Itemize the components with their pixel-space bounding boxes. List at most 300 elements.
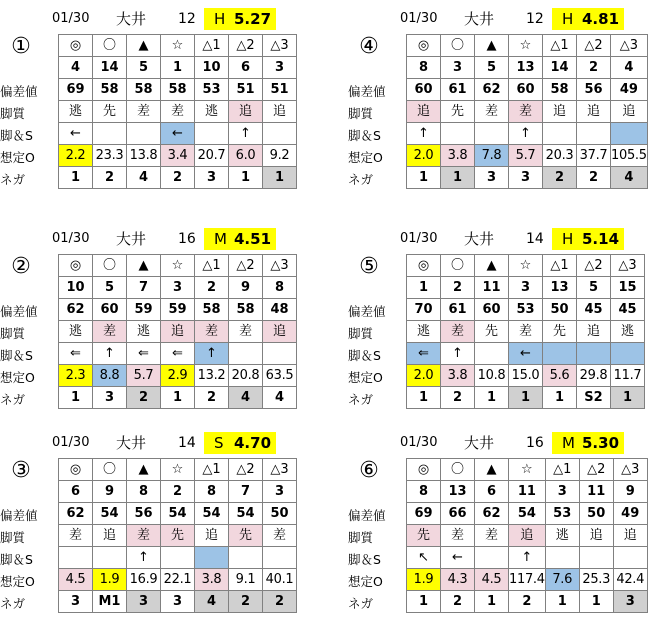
style-cell: 追 (263, 101, 297, 123)
deviation-cell: 69 (59, 79, 93, 101)
nega-cell: 1 (543, 387, 577, 409)
horse-number-cell: 8 (407, 481, 441, 503)
odds-cell: 23.3 (93, 145, 127, 167)
nega-cell: 2 (229, 591, 263, 613)
style-cell: 先 (161, 525, 195, 547)
style-cell: 先 (475, 321, 509, 343)
style-cell: 差 (475, 101, 509, 123)
grid-row (59, 387, 297, 409)
row-label: 偏差値 (348, 508, 386, 523)
row-label: 脚＆S (348, 128, 381, 143)
row-label: ネガ (0, 392, 26, 407)
race-venue: 大井 (464, 434, 495, 452)
nega-cell: 4 (127, 167, 161, 189)
grid-row (407, 343, 645, 365)
race-index: ⑤ (359, 254, 379, 279)
pace-cell: ↑ (93, 343, 127, 365)
odds-cell: 5.6 (543, 365, 577, 387)
horse-number-cell: 13 (509, 57, 543, 79)
pace-cell (195, 547, 229, 569)
horse-number-cell: 7 (127, 277, 161, 299)
horse-number-cell: 6 (59, 481, 93, 503)
pace-cell (195, 123, 229, 145)
horse-number-cell: 5 (577, 277, 611, 299)
pace-cell: ← (509, 343, 543, 365)
odds-cell: 9.2 (263, 145, 297, 167)
horse-number-cell: 11 (579, 481, 613, 503)
race-header (348, 6, 672, 30)
deviation-cell: 53 (195, 79, 229, 101)
pace-cell (127, 123, 161, 145)
nega-cell: S2 (577, 387, 611, 409)
style-cell: 差 (441, 525, 475, 547)
pace-cell (263, 123, 297, 145)
odds-cell: 6.0 (229, 145, 263, 167)
race-venue: 大井 (116, 434, 147, 452)
horse-number-cell: 9 (93, 481, 127, 503)
odds-cell: 16.9 (127, 569, 161, 591)
style-cell: 追 (613, 525, 647, 547)
horse-number-cell: 9 (613, 481, 647, 503)
pace-cell (543, 123, 577, 145)
grid-row (59, 365, 297, 387)
grid-row (407, 35, 648, 57)
style-cell: 逃 (611, 321, 645, 343)
odds-cell: 105.5 (611, 145, 648, 167)
pace-cell: ⇐ (59, 343, 93, 365)
race-grid (406, 34, 648, 189)
grid-row (407, 365, 645, 387)
pace-cell (613, 547, 647, 569)
deviation-cell: 49 (611, 79, 648, 101)
deviation-cell: 58 (93, 79, 127, 101)
grid-row (407, 79, 648, 101)
odds-cell: 11.7 (611, 365, 645, 387)
race-index: ⑥ (359, 458, 379, 483)
grid-row (59, 79, 297, 101)
pace-cell (577, 343, 611, 365)
deviation-cell: 59 (127, 299, 161, 321)
deviation-cell: 50 (543, 299, 577, 321)
mark-cell: △1 (545, 459, 579, 481)
deviation-cell: 60 (509, 79, 543, 101)
nega-cell: 2 (195, 387, 229, 409)
grid-row (407, 459, 648, 481)
style-cell: 逃 (59, 101, 93, 123)
style-cell: 逃 (545, 525, 579, 547)
deviation-cell: 58 (229, 299, 263, 321)
pace-cell: ↑ (509, 123, 543, 145)
deviation-cell: 53 (509, 299, 543, 321)
row-label: 想定O (348, 150, 383, 165)
style-cell: 差 (161, 101, 195, 123)
nega-cell: 2 (577, 167, 611, 189)
odds-cell: 1.9 (93, 569, 127, 591)
odds-cell: 2.3 (59, 365, 93, 387)
race-index: ② (11, 254, 31, 279)
deviation-cell: 58 (195, 299, 229, 321)
style-cell: 追 (543, 101, 577, 123)
nega-cell: 3 (613, 591, 647, 613)
mark-cell: 〇 (441, 255, 475, 277)
deviation-cell: 54 (161, 503, 195, 525)
odds-cell: 13.2 (195, 365, 229, 387)
style-cell: 差 (59, 525, 93, 547)
horse-number-cell: 1 (407, 277, 441, 299)
pace-cell: ↑ (441, 343, 475, 365)
grid-row (407, 277, 645, 299)
grid-row (59, 503, 297, 525)
race-grid (58, 458, 297, 613)
horse-number-cell: 8 (263, 277, 297, 299)
pace-cell (577, 123, 611, 145)
horse-number-cell: 3 (161, 277, 195, 299)
race-date: 01/30 (52, 231, 90, 246)
grid-row (407, 387, 645, 409)
race-date: 01/30 (400, 231, 438, 246)
odds-cell: 5.7 (509, 145, 543, 167)
grid-row (59, 321, 297, 343)
style-cell: 追 (611, 101, 648, 123)
race-date: 01/30 (400, 11, 438, 26)
odds-cell: 2.0 (407, 145, 441, 167)
deviation-cell: 60 (407, 79, 441, 101)
pace-cell: ⇐ (161, 343, 195, 365)
race-grade: S (214, 434, 224, 452)
horse-number-cell: 14 (543, 57, 577, 79)
row-label: 偏差値 (348, 304, 386, 319)
mark-cell: ◎ (59, 459, 93, 481)
row-label: 偏差値 (0, 84, 38, 99)
pace-cell (545, 547, 579, 569)
style-cell: 差 (127, 101, 161, 123)
deviation-cell: 51 (263, 79, 297, 101)
mark-cell: △1 (543, 255, 577, 277)
pace-cell (611, 123, 648, 145)
nega-cell: 2 (441, 387, 475, 409)
pace-cell (229, 547, 263, 569)
horse-number-cell: 9 (229, 277, 263, 299)
grid-row (407, 167, 648, 189)
mark-cell: ☆ (161, 35, 195, 57)
odds-cell: 2.2 (59, 145, 93, 167)
horse-number-cell: 11 (475, 277, 509, 299)
odds-cell: 2.9 (161, 365, 195, 387)
deviation-cell: 51 (229, 79, 263, 101)
grid-row (407, 525, 648, 547)
row-label: 脚質 (348, 530, 374, 545)
pace-cell: ↑ (229, 123, 263, 145)
race-header (348, 430, 672, 454)
style-cell: 逃 (407, 321, 441, 343)
horse-number-cell: 2 (161, 481, 195, 503)
race-number: 14 (526, 231, 544, 247)
deviation-cell: 62 (475, 503, 509, 525)
deviation-cell: 49 (613, 503, 647, 525)
style-cell: 先 (93, 101, 127, 123)
grid-row (407, 299, 645, 321)
mark-cell: △2 (577, 35, 611, 57)
race-header (348, 226, 672, 250)
grid-row (59, 145, 297, 167)
deviation-cell: 62 (475, 79, 509, 101)
deviation-cell: 45 (577, 299, 611, 321)
style-cell: 差 (263, 525, 297, 547)
race-date: 01/30 (52, 11, 90, 26)
horse-number-cell: 7 (229, 481, 263, 503)
race-header (0, 430, 330, 454)
deviation-cell: 50 (579, 503, 613, 525)
race-block (0, 430, 330, 635)
row-label: 脚質 (348, 106, 374, 121)
style-cell: 追 (509, 525, 546, 547)
row-label: 脚＆S (348, 348, 381, 363)
horse-number-cell: 2 (195, 277, 229, 299)
odds-cell: 7.6 (545, 569, 579, 591)
nega-cell: 4 (263, 387, 297, 409)
style-cell: 差 (127, 525, 161, 547)
nega-cell: 1 (579, 591, 613, 613)
deviation-cell: 62 (59, 503, 93, 525)
deviation-cell: 61 (441, 79, 475, 101)
deviation-cell: 56 (127, 503, 161, 525)
deviation-cell: 62 (59, 299, 93, 321)
pace-cell (475, 547, 509, 569)
odds-cell: 40.1 (263, 569, 297, 591)
row-label: 脚質 (0, 326, 26, 341)
grid-row (59, 277, 297, 299)
odds-cell: 3.4 (161, 145, 195, 167)
race-score: 5.27 (234, 10, 272, 28)
horse-number-cell: 15 (611, 277, 645, 299)
odds-cell: 10.8 (475, 365, 509, 387)
grid-row (59, 123, 297, 145)
race-index: ① (11, 34, 31, 59)
mark-cell: ☆ (161, 255, 195, 277)
race-grid (58, 254, 297, 409)
style-cell: 追 (263, 321, 297, 343)
pace-cell (59, 547, 93, 569)
odds-cell: 3.8 (441, 145, 475, 167)
pace-cell (543, 343, 577, 365)
mark-cell: △2 (577, 255, 611, 277)
pace-cell (611, 343, 645, 365)
deviation-cell: 56 (577, 79, 611, 101)
mark-cell: △3 (263, 35, 297, 57)
horse-number-cell: 8 (407, 57, 441, 79)
pace-cell: ↑ (127, 547, 161, 569)
style-cell: 差 (93, 321, 127, 343)
nega-cell: 1 (611, 387, 645, 409)
grid-row (59, 57, 297, 79)
grid-row (59, 255, 297, 277)
odds-cell: 7.8 (475, 145, 509, 167)
nega-cell: 3 (127, 591, 161, 613)
nega-cell: 2 (263, 591, 297, 613)
horse-number-cell: 11 (509, 481, 546, 503)
horse-number-cell: 3 (263, 481, 297, 503)
horse-number-cell: 10 (195, 57, 229, 79)
deviation-cell: 50 (263, 503, 297, 525)
nega-cell: 4 (611, 167, 648, 189)
race-venue: 大井 (116, 230, 147, 248)
mark-cell: 〇 (93, 459, 127, 481)
row-label: ネガ (0, 596, 26, 611)
deviation-cell: 48 (263, 299, 297, 321)
mark-cell: △3 (611, 255, 645, 277)
mark-cell: △2 (579, 459, 613, 481)
grid-row (59, 547, 297, 569)
mark-cell: ◎ (407, 459, 441, 481)
row-label: 想定O (0, 370, 35, 385)
race-score: 4.51 (234, 230, 272, 248)
deviation-cell: 53 (545, 503, 579, 525)
race-venue: 大井 (464, 10, 495, 28)
horse-number-cell: 13 (543, 277, 577, 299)
mark-cell: ▲ (127, 459, 161, 481)
nega-cell: 2 (93, 167, 127, 189)
row-label: 脚＆S (348, 552, 381, 567)
row-label: 想定O (348, 574, 383, 589)
race-number: 14 (178, 435, 196, 451)
pace-cell: ← (161, 123, 195, 145)
row-label: 脚＆S (0, 348, 33, 363)
odds-cell: 2.0 (407, 365, 441, 387)
pace-cell: ⇐ (407, 343, 441, 365)
odds-cell: 20.8 (229, 365, 263, 387)
mark-cell: ▲ (475, 35, 509, 57)
nega-cell: 4 (229, 387, 263, 409)
race-date: 01/30 (52, 435, 90, 450)
race-grade: H (214, 10, 226, 28)
mark-cell: ▲ (127, 35, 161, 57)
nega-cell: 1 (229, 167, 263, 189)
odds-cell: 22.1 (161, 569, 195, 591)
odds-cell: 4.3 (441, 569, 475, 591)
horse-number-cell: 13 (441, 481, 475, 503)
pace-cell (93, 547, 127, 569)
odds-cell: 29.8 (577, 365, 611, 387)
race-number: 16 (526, 435, 544, 451)
row-label: ネガ (0, 172, 26, 187)
grid-row (59, 343, 297, 365)
nega-cell: 1 (509, 387, 543, 409)
deviation-cell: 60 (475, 299, 509, 321)
grid-row (407, 503, 648, 525)
pace-cell (161, 547, 195, 569)
style-cell: 追 (577, 101, 611, 123)
style-cell: 追 (229, 101, 263, 123)
row-label: ネガ (348, 172, 374, 187)
row-label: 想定O (0, 150, 35, 165)
nega-cell: 1 (263, 167, 297, 189)
race-venue: 大井 (464, 230, 495, 248)
race-header (0, 6, 330, 30)
row-label: 脚質 (0, 106, 26, 121)
odds-cell: 42.4 (613, 569, 647, 591)
race-grid (406, 458, 648, 613)
odds-cell: 63.5 (263, 365, 297, 387)
grid-row (59, 525, 297, 547)
horse-number-cell: 4 (611, 57, 648, 79)
nega-cell: 3 (509, 167, 543, 189)
mark-cell: ◎ (59, 35, 93, 57)
style-cell: 逃 (127, 321, 161, 343)
horse-number-cell: 3 (441, 57, 475, 79)
horse-number-cell: 5 (475, 57, 509, 79)
mark-cell: ◎ (407, 35, 441, 57)
row-label: 偏差値 (0, 304, 38, 319)
style-cell: 逃 (59, 321, 93, 343)
nega-cell: M1 (93, 591, 127, 613)
nega-cell: 2 (543, 167, 577, 189)
race-venue: 大井 (116, 10, 147, 28)
race-grid (406, 254, 645, 409)
deviation-cell: 61 (441, 299, 475, 321)
nega-cell: 2 (127, 387, 161, 409)
row-label: 脚＆S (0, 552, 33, 567)
horse-number-cell: 8 (127, 481, 161, 503)
horse-number-cell: 2 (441, 277, 475, 299)
style-cell: 追 (577, 321, 611, 343)
race-number: 12 (526, 11, 544, 27)
grid-row (59, 591, 297, 613)
race-score: 5.14 (582, 230, 620, 248)
nega-cell: 1 (59, 387, 93, 409)
odds-cell: 4.5 (475, 569, 509, 591)
odds-cell: 20.3 (543, 145, 577, 167)
horse-number-cell: 3 (263, 57, 297, 79)
nega-cell: 3 (195, 167, 229, 189)
deviation-cell: 59 (161, 299, 195, 321)
nega-cell: 2 (509, 591, 546, 613)
row-label: 脚質 (348, 326, 374, 341)
race-block (0, 226, 330, 431)
deviation-cell: 70 (407, 299, 441, 321)
mark-cell: 〇 (93, 35, 127, 57)
odds-cell: 9.1 (229, 569, 263, 591)
horse-number-cell: 3 (545, 481, 579, 503)
row-label: ネガ (348, 596, 374, 611)
horse-number-cell: 2 (577, 57, 611, 79)
horse-number-cell: 4 (59, 57, 93, 79)
style-cell: 追 (161, 321, 195, 343)
grid-row (407, 123, 648, 145)
deviation-cell: 54 (509, 503, 546, 525)
odds-cell: 13.8 (127, 145, 161, 167)
deviation-cell: 58 (543, 79, 577, 101)
odds-cell: 20.7 (195, 145, 229, 167)
row-label: 偏差値 (348, 84, 386, 99)
horse-number-cell: 14 (93, 57, 127, 79)
nega-cell: 1 (161, 387, 195, 409)
odds-cell: 15.0 (509, 365, 543, 387)
race-index: ④ (359, 34, 379, 59)
deviation-cell: 54 (229, 503, 263, 525)
race-header (0, 226, 330, 250)
mark-cell: △1 (195, 459, 229, 481)
grid-row (59, 35, 297, 57)
pace-cell: ⇐ (127, 343, 161, 365)
deviation-cell: 66 (441, 503, 475, 525)
deviation-cell: 60 (93, 299, 127, 321)
mark-cell: 〇 (441, 459, 475, 481)
grid-row (59, 481, 297, 503)
mark-cell: ▲ (475, 459, 509, 481)
style-cell: 差 (475, 525, 509, 547)
mark-cell: △3 (613, 459, 647, 481)
horse-number-cell: 1 (161, 57, 195, 79)
